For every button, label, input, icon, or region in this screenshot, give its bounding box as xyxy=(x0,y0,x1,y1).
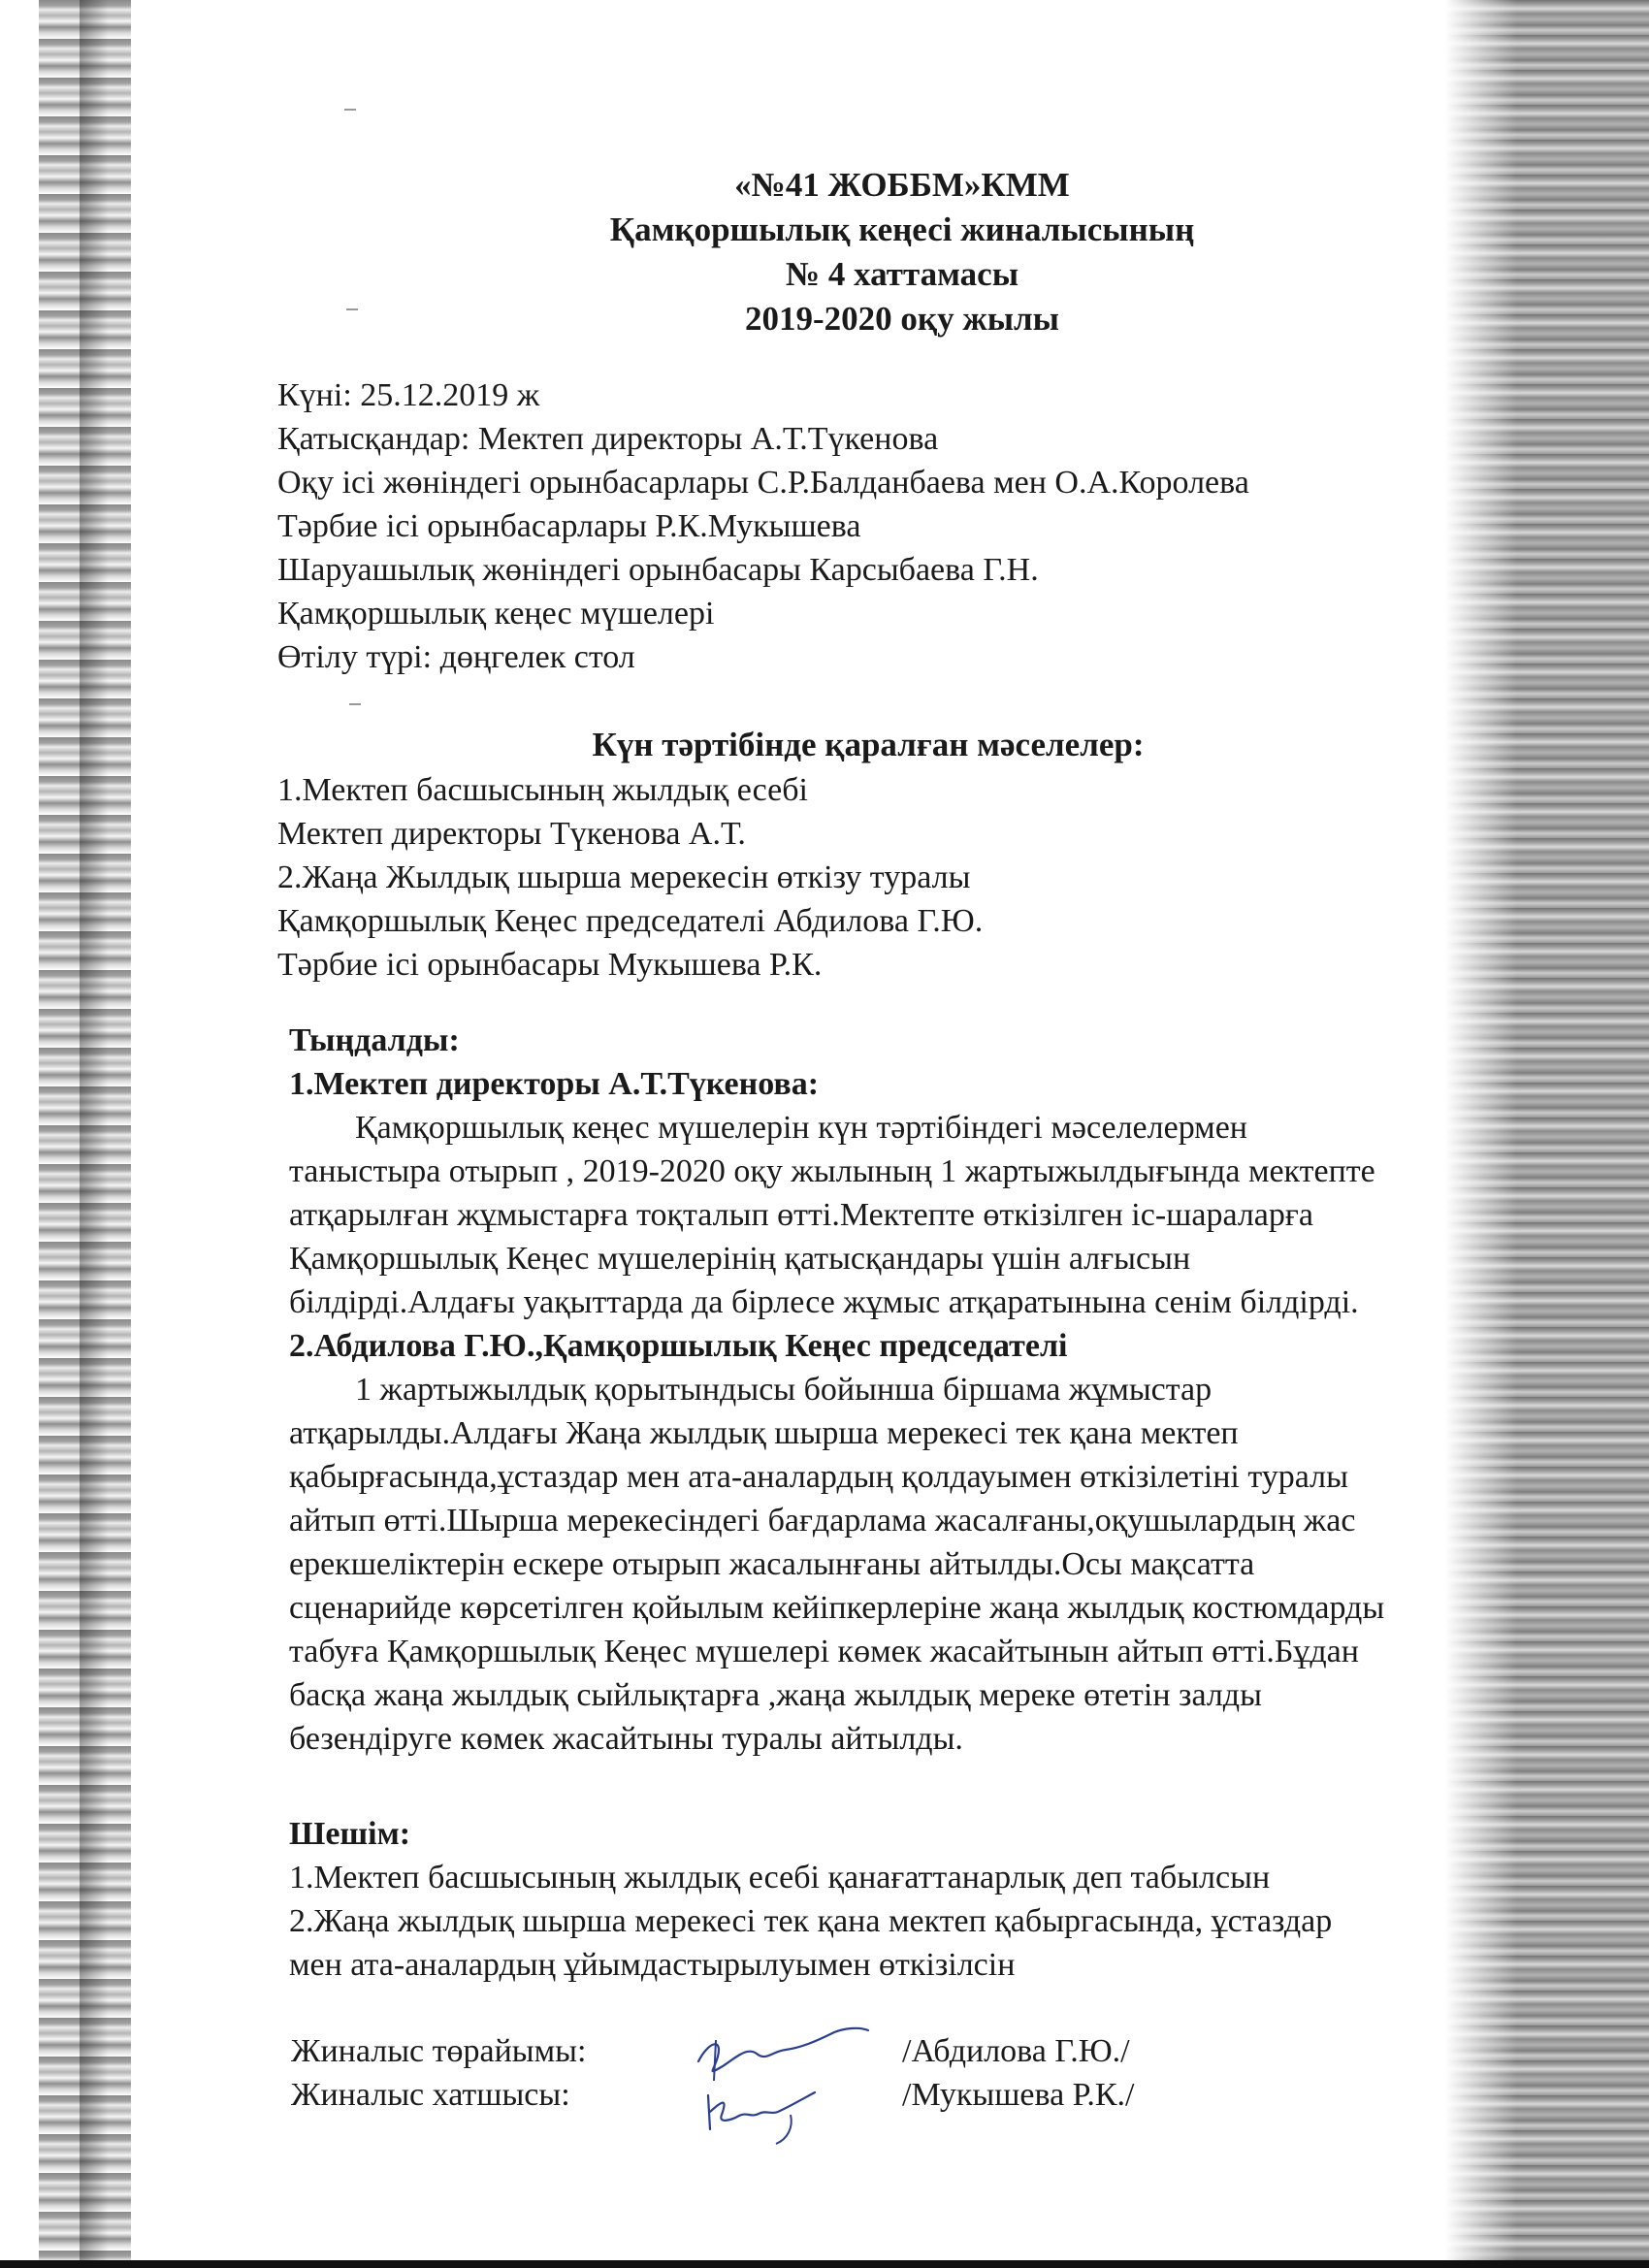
header-year: 2019-2020 оқу жылы xyxy=(745,300,1059,338)
speaker2-line: қабырғасында,ұстаздар мен ата-аналардың қолдауымен өткізілетіні туралы xyxy=(289,1459,1348,1495)
decision-line: мен ата-аналардың ұйымдастырылуымен өткізілсін xyxy=(289,1947,1016,1983)
secretary-name: /Мукышева Р.К./ xyxy=(902,2077,1135,2113)
speaker1-line: Қамқоршылық кеңес мүшелерін күн тәртібіндегі мәселелермен xyxy=(289,1110,1247,1146)
secretary-label: Жиналыс хатшысы: xyxy=(291,2077,570,2113)
meta-line: Қатысқандар: Мектеп директоры А.Т.Түкенова xyxy=(277,421,939,457)
meeting-meta xyxy=(277,373,1249,679)
meta-line: Күні: 25.12.2019 ж xyxy=(277,377,540,413)
speaker2-line: атқарылды.Алдағы Жаңа жылдық шырша мерекесі тек қана мектеп xyxy=(289,1415,1239,1451)
meta-line: Оқу ісі жөніндегі орынбасарлары С.Р.Балданбаева мен О.А.Королева xyxy=(277,465,1249,501)
decision-title: Шешім: xyxy=(289,1816,411,1852)
speaker2-line: 1 жартыжылдық қорытындысы бойынша біршама жұмыстар xyxy=(289,1372,1212,1408)
speaker2-heading: 2.Абдилова Г.Ю.,Қамқоршылық Кеңес председателі xyxy=(289,1328,1068,1364)
agenda-item: 2.Жаңа Жылдық шырша мерекесін өткізу туралы xyxy=(277,859,971,895)
header-org: «№41 ЖОББМ»КММ xyxy=(734,166,1070,204)
decision-section xyxy=(289,1812,1332,1987)
speaker2-line: айтып өтті.Шырша мерекесіндегі бағдарлама жасалғаны,оқушылардың жас xyxy=(289,1503,1356,1539)
handwritten-signatures xyxy=(679,2023,873,2149)
speaker1-line: атқарылған жұмыстарға тоқталып өтті.Мектепте өткізілген іс-шараларға xyxy=(289,1197,1313,1233)
meta-line: Өтілу түрі: дөңгелек стол xyxy=(277,639,635,675)
header-protocol: № 4 хаттамасы xyxy=(785,255,1019,293)
speaker1-heading: 1.Мектеп директоры А.Т.Түкенова: xyxy=(289,1066,820,1102)
speaker2-line: сценарийде көрсетілген қойылым кейіпкерлеріне жаңа жылдық костюмдарды xyxy=(289,1590,1385,1626)
chair-name: /Абдилова Г.Ю./ xyxy=(902,2033,1130,2069)
header-council: Қамқоршылық кеңесі жиналысының xyxy=(609,211,1195,248)
agenda-item: Қамқоршылық Кеңес председателі Абдилова Г.Ю. xyxy=(277,903,984,939)
agenda-item: Тәрбие ісі орынбасары Мукышева Р.К. xyxy=(277,947,823,983)
meta-line: Тәрбие ісі орынбасарлары Р.К.Мукышева xyxy=(277,508,861,544)
agenda-item: Мектеп директоры Түкенова А.Т. xyxy=(277,816,746,852)
speaker2-line: табуға Қамқоршылық Кеңес мүшелері көмек жасайтынын айтып өтті.Бұдан xyxy=(289,1634,1359,1669)
agenda-title: Күн тәртібінде қаралған мәселелер: xyxy=(592,726,1145,763)
speaker1-line: Қамқоршылық Кеңес мүшелерінің қатысқандары үшін алғысын xyxy=(289,1241,1191,1277)
decision-line: 1.Мектеп басшысының жылдық есебі қанағаттанарлық деп табылсын xyxy=(289,1860,1271,1895)
heard-section xyxy=(289,1019,1384,1761)
speaker1-line: білдірді.Алдағы уақыттарда да бірлесе жұмыс атқаратынына сенім білдірді. xyxy=(289,1284,1359,1320)
agenda-item: 1.Мектеп басшысының жылдық есебі xyxy=(277,772,809,808)
meta-line: Шаруашылық жөніндегі орынбасары Карсыбаева Г.Н. xyxy=(277,552,1039,588)
decision-line: 2.Жаңа жылдық шырша мерекесі тек қана мектеп қабыргасында, ұстаздар xyxy=(289,1903,1333,1939)
speaker2-line: басқа жаңа жылдық сыйлықтарға ,жаңа жылдық мереке өтетін залды xyxy=(289,1677,1262,1713)
meta-line: Қамқоршылық кеңес мүшелері xyxy=(277,596,715,632)
speaker1-line: таныстыра отырып , 2019-2020 оқу жылының 1 жартыжылдығында мектепте xyxy=(289,1153,1375,1189)
agenda-list xyxy=(277,768,983,987)
speaker2-line: безендіруге көмек жасайтыны туралы айтылды. xyxy=(289,1721,963,1757)
heard-title: Тыңдалды: xyxy=(289,1022,460,1058)
speaker2-line: ерекшеліктерін ескере отырып жасалынғаны айтылды.Осы мақсатта xyxy=(289,1546,1255,1582)
document-header xyxy=(0,163,1649,341)
chair-label: Жиналыс төрайымы: xyxy=(291,2033,587,2069)
